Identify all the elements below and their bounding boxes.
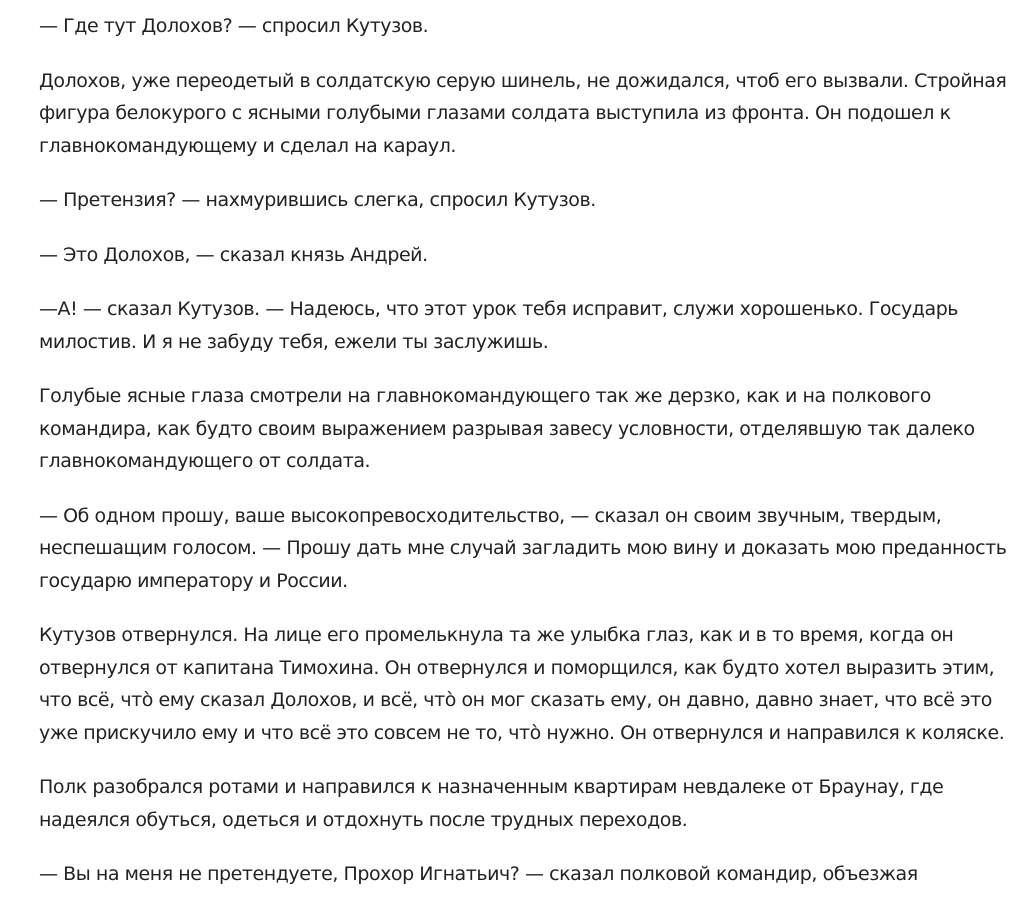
text-line: государю императору и России.: [39, 569, 348, 592]
paragraph: [39, 65, 1029, 163]
paragraph: [39, 293, 1029, 358]
text-line: что всё, что̀ ему сказал Долохов, и всё, что̀ он мог сказать ему, он давно, давно знает, что всё это: [39, 689, 992, 711]
text-line: — Это Долохов, — сказал князь Андрей.: [39, 243, 428, 266]
text-line: надеялся обуться, одеться и отдохнуть после трудных переходов.: [39, 808, 688, 831]
paragraph: [39, 184, 1029, 217]
paragraph: [39, 500, 1029, 598]
paragraph: [39, 619, 1029, 749]
text-line: уже прискучило ему и что всё это совсем не то, что̀ нужно. Он отвернулся и направился к коляске.: [39, 721, 1005, 744]
text-line: — Где тут Долохов? — спросил Кутузов.: [39, 15, 429, 37]
paragraph: [39, 771, 1029, 836]
text-line: командира, как будто своим выражением разрывая завесу условности, отделявшую так далеко: [39, 417, 975, 440]
text-line: — Об одном прошу, ваше высокопревосходительство, — сказал он своим звучным, твердым,: [39, 504, 942, 527]
article-text: [39, 0, 1029, 913]
text-line: Кутузов отвернулся. На лице его промелькнула та же улыбка глаз, как и в то время, когда он: [39, 624, 954, 646]
paragraph: [39, 380, 1029, 478]
text-line: неспешащим голосом. — Прошу дать мне случай загладить мою вину и доказать мою преданность: [39, 537, 1007, 559]
text-line: главнокомандующему и сделал на караул.: [39, 134, 456, 157]
paragraph: [39, 10, 1029, 43]
text-line: Долохов, уже переодетый в солдатскую серую шинель, не дожидался, чтоб его вызвали. Стройная: [39, 69, 1007, 92]
text-line: главнокомандующего от солдата.: [39, 450, 371, 472]
text-line: — Претензия? — нахмурившись слегка, спросил Кутузов.: [39, 189, 596, 211]
text-line: Полк разобрался ротами и направился к назначенным квартирам невдалеке от Браунау, где: [39, 776, 944, 798]
text-line: милостив. И я не забуду тебя, ежели ты заслужишь.: [39, 330, 549, 353]
text-line: фигура белокурого с ясными голубыми глазами солдата выступила из фронта. Он подошел к: [39, 102, 951, 124]
paragraph: [39, 858, 1029, 891]
paragraph: [39, 239, 1029, 272]
text-line: —А! — сказал Кутузов. — Надеюсь, что этот урок тебя исправит, служи хорошенько. Государь: [39, 298, 959, 320]
text-line: Голубые ясные глаза смотрели на главнокомандующего так же дерзко, как и на полкового: [39, 385, 931, 407]
text-line: — Вы на меня не претендуете, Прохор Игнатьич? — сказал полковой командир, объезжая: [39, 863, 918, 885]
text-line: отвернулся от капитана Тимохина. Он отвернулся и поморщился, как будто хотел выразить этим,: [39, 656, 995, 679]
